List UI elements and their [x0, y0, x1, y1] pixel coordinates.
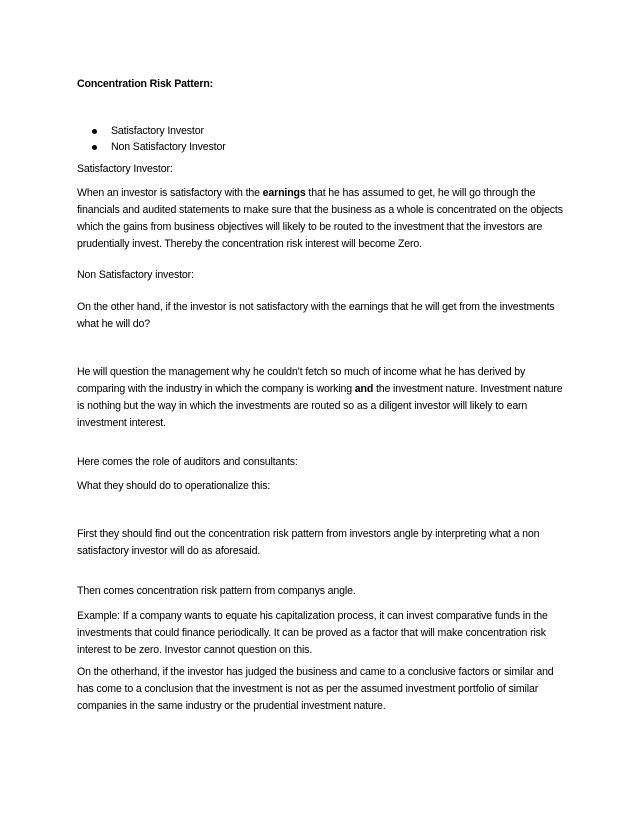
list-item-label: Satisfactory Investor: [111, 125, 204, 137]
satisfactory-label: Satisfactory Investor:: [77, 163, 173, 175]
bullet-icon: [92, 129, 97, 134]
list-item: [77, 139, 567, 155]
investor-type-list: [77, 123, 567, 155]
auditors-line: Here comes the role of auditors and consultants:: [77, 456, 298, 468]
emphasis-text: and: [354, 383, 374, 395]
non-satisfactory-label: Non Satisfactory investor:: [77, 269, 194, 281]
otherhand-paragraph: On the otherhand, if the investor has judged the business and came to a conclusive factors or similar and has come to a conclusion that the investment is not as per the assumed investment portfolio of similar companies in the same industry or the prudential investment nature.: [77, 666, 554, 712]
page-heading: Concentration Risk Pattern:: [77, 78, 214, 90]
emphasis-text: earnings: [262, 187, 306, 199]
satisfactory-paragraph: When an investor is satisfactory with the earnings that he has assumed to get, he will go through the financials and audited statements to make sure that the business as a whole is concentrated on the objects which the gains from business objectives will likely to be routed to the investment that the investors are prudentially invest. Thereby the concentration risk interest will become Zero.: [77, 187, 563, 250]
bullet-icon: [92, 145, 97, 150]
first-step-paragraph: First they should find out the concentration risk pattern from investors angle by interpreting what a non satisfactory investor will do as aforesaid.: [77, 528, 540, 557]
list-item: [77, 123, 567, 139]
companys-angle-line: Then comes concentration risk pattern from companys angle.: [77, 585, 356, 597]
list-item-label: Non Satisfactory Investor: [111, 141, 226, 153]
non-satisfactory-paragraph: On the other hand, if the investor is not satisfactory with the earnings that he will get from the investments what he will do?: [77, 301, 555, 330]
operationalize-line: What they should do to operationalize this:: [77, 480, 271, 492]
question-paragraph: He will question the management why he couldn’t fetch so much of income what he has derived by comparing with the industry in which the company is working and the investment nature. Investment nature is nothing but the way in which the investments are routed so as a diligent investor will likely to earn investment interest.: [77, 366, 563, 429]
example-paragraph: Example: If a company wants to equate his capitalization process, it can invest comparative funds in the investments that could finance periodically. It can be proved as a factor that will make concentration risk interest to be zero. Investor cannot question on this.: [77, 610, 548, 656]
